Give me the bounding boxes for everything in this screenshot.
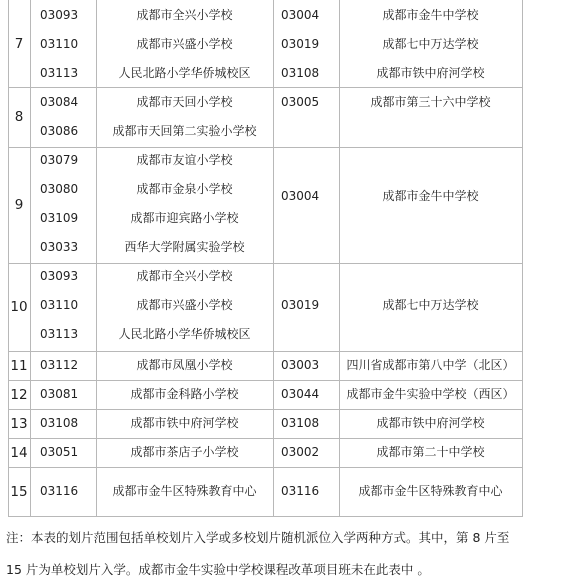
middle-school-code: 03005 bbox=[281, 95, 320, 109]
primary-school-name: 成都市铁中府河学校 bbox=[130, 416, 239, 430]
primary-school-name: 成都市金泉小学校 bbox=[136, 182, 233, 196]
middle-school-name: 成都市金牛实验中学校（西区） bbox=[346, 387, 515, 401]
table-rule bbox=[8, 438, 523, 439]
primary-school-code: 03112 bbox=[40, 358, 79, 372]
table-rule bbox=[8, 467, 523, 468]
middle-school-code: 03002 bbox=[281, 445, 320, 459]
row-index: 15 bbox=[10, 483, 28, 500]
row-index: 14 bbox=[10, 444, 28, 461]
table-rule bbox=[8, 263, 523, 264]
row-index: 13 bbox=[10, 415, 28, 432]
primary-school-code: 03080 bbox=[40, 182, 79, 196]
row-index: 7 bbox=[14, 36, 24, 52]
primary-school-code: 03079 bbox=[40, 153, 79, 167]
primary-school-code: 03113 bbox=[40, 66, 79, 80]
middle-school-code: 03004 bbox=[281, 189, 320, 203]
primary-school-name: 成都市金牛区特殊教育中心 bbox=[112, 484, 257, 498]
primary-school-code: 03110 bbox=[40, 298, 79, 312]
row-index: 11 bbox=[10, 357, 28, 374]
primary-school-name: 人民北路小学华侨城校区 bbox=[118, 327, 251, 341]
primary-school-name: 人民北路小学华侨城校区 bbox=[118, 66, 251, 80]
primary-school-name: 成都市金科路小学校 bbox=[130, 387, 239, 401]
primary-school-code: 03033 bbox=[40, 240, 79, 254]
primary-school-code: 03051 bbox=[40, 445, 79, 459]
middle-school-name: 成都市金牛中学校 bbox=[382, 189, 479, 203]
primary-school-code: 03116 bbox=[40, 484, 79, 498]
middle-school-name: 成都七中万达学校 bbox=[382, 37, 479, 51]
primary-school-code: 03113 bbox=[40, 327, 79, 341]
middle-school-code: 03003 bbox=[281, 358, 320, 372]
primary-school-code: 03109 bbox=[40, 211, 79, 225]
primary-school-name: 成都市天回第二实验小学校 bbox=[112, 124, 257, 138]
primary-school-name: 成都市全兴小学校 bbox=[136, 269, 233, 283]
primary-school-name: 成都市凤凰小学校 bbox=[136, 358, 233, 372]
middle-school-name: 成都市金牛区特殊教育中心 bbox=[358, 484, 503, 498]
primary-school-code: 03108 bbox=[40, 416, 79, 430]
row-index: 12 bbox=[10, 386, 28, 403]
middle-school-name: 成都市铁中府河学校 bbox=[376, 66, 485, 80]
row-index: 8 bbox=[14, 109, 24, 125]
primary-school-code: 03086 bbox=[40, 124, 79, 138]
table-rule bbox=[8, 147, 523, 148]
primary-school-code: 03110 bbox=[40, 37, 79, 51]
primary-school-code: 03084 bbox=[40, 95, 79, 109]
middle-school-code: 03004 bbox=[281, 8, 320, 22]
middle-school-code: 03019 bbox=[281, 37, 320, 51]
middle-school-name: 成都七中万达学校 bbox=[382, 298, 479, 312]
middle-school-code: 03044 bbox=[281, 387, 320, 401]
table-rule bbox=[8, 516, 523, 517]
row-index: 9 bbox=[14, 197, 24, 213]
primary-school-code: 03081 bbox=[40, 387, 79, 401]
table-rule bbox=[8, 87, 523, 88]
primary-school-code: 03093 bbox=[40, 8, 79, 22]
primary-school-name: 成都市天回小学校 bbox=[136, 95, 233, 109]
primary-school-name: 西华大学附属实验学校 bbox=[124, 240, 245, 254]
note-line-1: 注：本表的划片范围包括单校划片入学或多校划片随机派位入学两种方式。其中，第 8 片至 bbox=[6, 530, 510, 545]
primary-school-name: 成都市迎宾路小学校 bbox=[130, 211, 239, 225]
table-rule bbox=[8, 351, 523, 352]
primary-school-name: 成都市友谊小学校 bbox=[136, 153, 233, 167]
primary-school-name: 成都市全兴小学校 bbox=[136, 8, 233, 22]
row-index: 10 bbox=[10, 299, 28, 315]
primary-school-name: 成都市兴盛小学校 bbox=[136, 37, 233, 51]
middle-school-code: 03019 bbox=[281, 298, 320, 312]
middle-school-name: 成都市铁中府河学校 bbox=[376, 416, 485, 430]
middle-school-code: 03116 bbox=[281, 484, 320, 498]
primary-school-code: 03093 bbox=[40, 269, 79, 283]
middle-school-name: 四川省成都市第八中学（北区） bbox=[346, 358, 515, 372]
middle-school-name: 成都市第三十六中学校 bbox=[370, 95, 491, 109]
primary-school-name: 成都市兴盛小学校 bbox=[136, 298, 233, 312]
middle-school-code: 03108 bbox=[281, 416, 320, 430]
primary-school-name: 成都市茶店子小学校 bbox=[130, 445, 239, 459]
middle-school-code: 03108 bbox=[281, 66, 320, 80]
table-rule bbox=[8, 409, 523, 410]
note-line-2: 15 片为单校划片入学。成都市金牛实验中学校课程改革项目班未在此表中 。 bbox=[6, 562, 430, 577]
middle-school-name: 成都市金牛中学校 bbox=[382, 8, 479, 22]
table-rule bbox=[8, 380, 523, 381]
middle-school-name: 成都市第二十中学校 bbox=[376, 445, 485, 459]
